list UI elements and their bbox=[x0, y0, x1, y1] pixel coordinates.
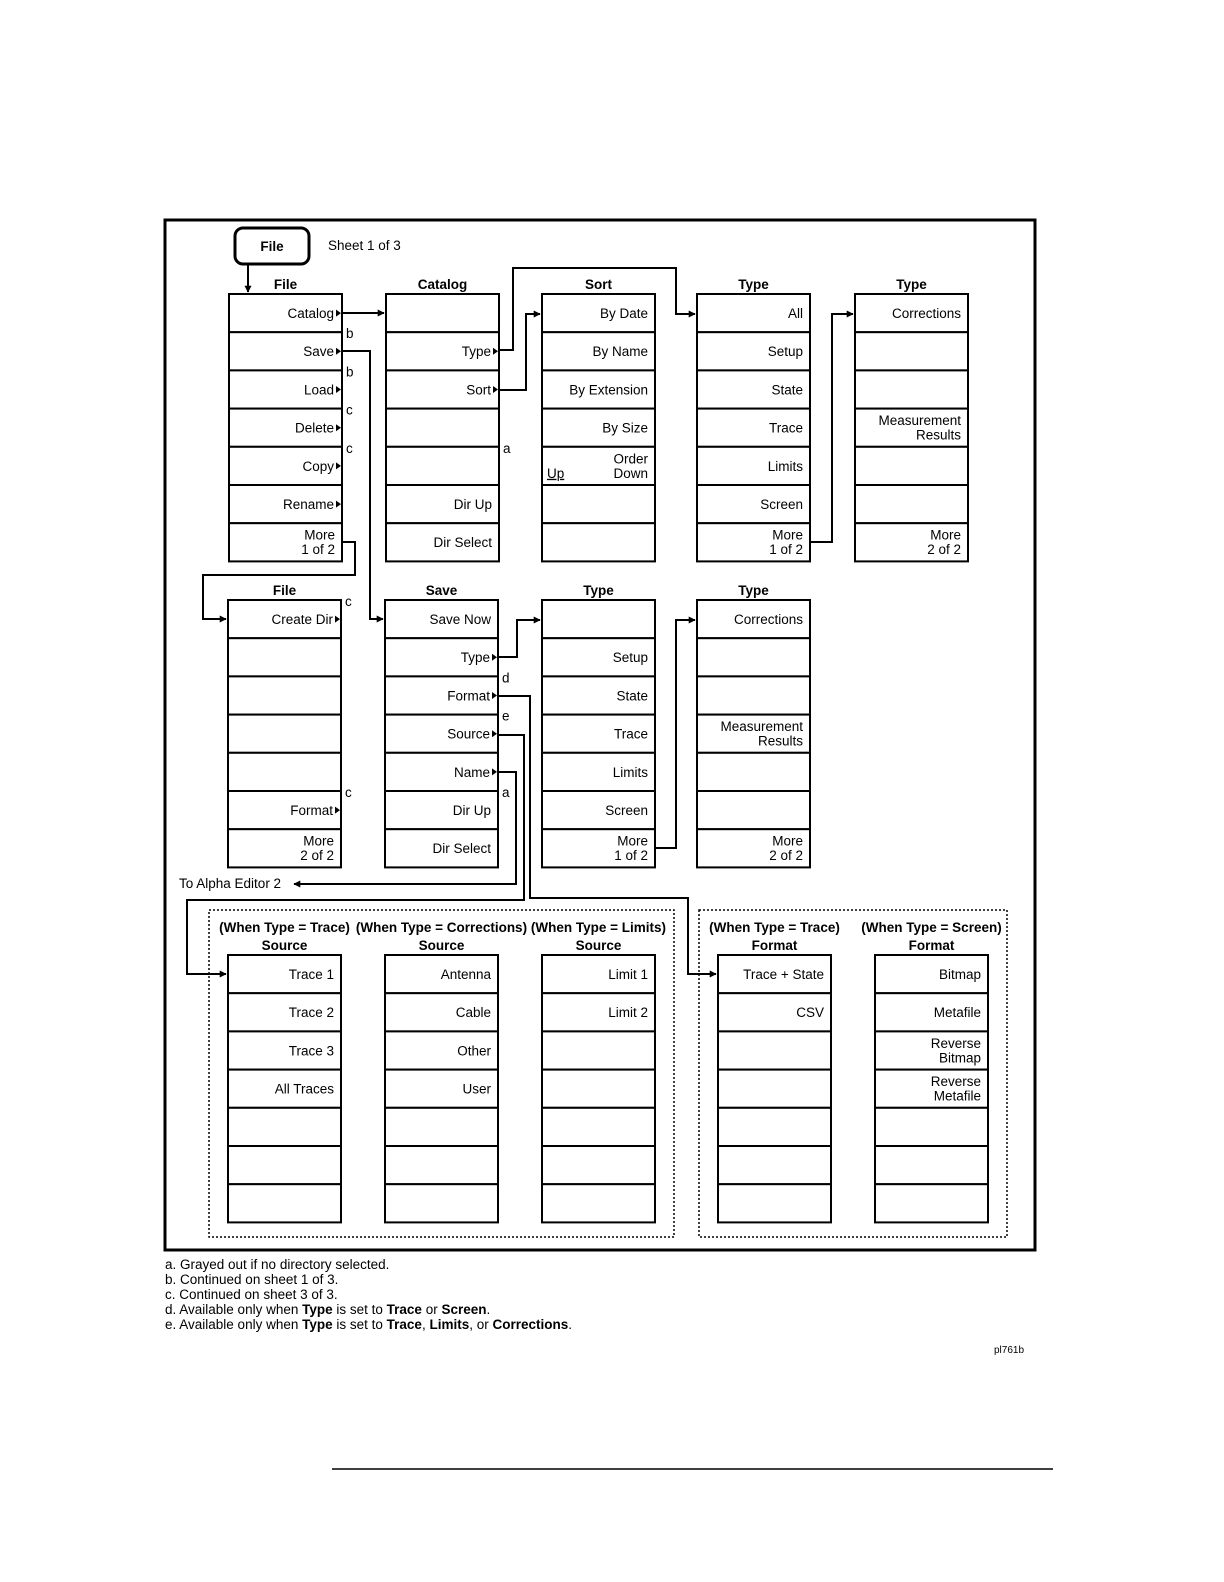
softkey bbox=[718, 1031, 831, 1069]
softkey bbox=[542, 676, 655, 714]
softkey bbox=[385, 1146, 498, 1184]
footnote-text: Trace bbox=[386, 1317, 422, 1332]
menu-header: Source bbox=[575, 938, 622, 953]
softkey-label-line2: 1 of 2 bbox=[301, 542, 335, 558]
footnote-text: Type bbox=[302, 1302, 333, 1317]
softkey-label-line2: Results bbox=[757, 733, 803, 749]
softkey bbox=[229, 447, 342, 485]
softkey bbox=[386, 294, 499, 332]
softkey bbox=[697, 523, 810, 561]
softkey-box bbox=[386, 409, 499, 447]
softkey-box bbox=[228, 676, 341, 714]
softkey bbox=[718, 993, 831, 1031]
menu-header: Catalog bbox=[417, 277, 468, 292]
softkey-box bbox=[697, 638, 810, 676]
softkey bbox=[875, 1108, 988, 1146]
softkey bbox=[542, 1108, 655, 1146]
footnotes bbox=[165, 1257, 865, 1332]
softkey-label: Type bbox=[460, 650, 490, 666]
footnote-text: or bbox=[421, 1302, 442, 1317]
softkey-box bbox=[718, 1108, 831, 1146]
footnote-marker: a bbox=[503, 440, 511, 456]
softkey bbox=[228, 1146, 341, 1184]
softkey-box bbox=[228, 715, 341, 753]
softkey bbox=[542, 332, 655, 370]
softkey-box bbox=[875, 1146, 988, 1184]
softkey bbox=[542, 1146, 655, 1184]
softkey-label: Trace + State bbox=[743, 967, 824, 982]
softkey bbox=[542, 1184, 655, 1222]
footnote-text: e. Available only when bbox=[165, 1317, 303, 1332]
softkey-label: User bbox=[462, 1081, 491, 1097]
softkey-box bbox=[542, 1070, 655, 1108]
softkey-label-line2: 2 of 2 bbox=[927, 542, 961, 558]
softkey bbox=[385, 955, 498, 993]
menu-header: Save bbox=[425, 583, 458, 598]
softkey bbox=[386, 370, 499, 408]
softkey-label: Trace bbox=[613, 726, 648, 742]
menu-file1 bbox=[229, 277, 342, 561]
softkey bbox=[385, 829, 498, 867]
menu-catalog bbox=[386, 277, 499, 561]
softkey-box bbox=[228, 753, 341, 791]
sheet-label: Sheet 1 of 3 bbox=[328, 238, 401, 253]
softkey bbox=[228, 753, 341, 791]
softkey-box bbox=[855, 332, 968, 370]
softkey bbox=[697, 600, 810, 638]
softkey-label-line2: Results bbox=[915, 427, 961, 443]
softkey bbox=[228, 1031, 341, 1069]
softkey-menus bbox=[219, 277, 1002, 1222]
softkey bbox=[385, 676, 498, 714]
softkey-label: Screen bbox=[760, 497, 803, 512]
footnote-text: is set to bbox=[332, 1302, 387, 1317]
softkey bbox=[697, 715, 810, 753]
softkey bbox=[542, 955, 655, 993]
softkey bbox=[855, 370, 968, 408]
softkey bbox=[386, 485, 499, 523]
softkey bbox=[697, 294, 810, 332]
softkey-label-line2: 1 of 2 bbox=[769, 542, 803, 558]
softkey bbox=[875, 955, 988, 993]
softkey bbox=[697, 332, 810, 370]
softkey bbox=[228, 1070, 341, 1108]
softkey bbox=[697, 829, 810, 867]
softkey bbox=[385, 1184, 498, 1222]
menu-header: File bbox=[272, 583, 297, 598]
softkey bbox=[542, 600, 655, 638]
save-type-connector bbox=[499, 620, 540, 657]
softkey-label: Limits bbox=[767, 458, 803, 474]
menu-type2 bbox=[855, 277, 968, 561]
footnote-text: Type bbox=[302, 1317, 333, 1332]
softkey-label: Corrections bbox=[733, 612, 803, 627]
softkey-box bbox=[542, 600, 655, 638]
menu-src_limits bbox=[531, 920, 666, 1222]
menu-type1 bbox=[697, 277, 810, 561]
softkey-box bbox=[718, 1146, 831, 1184]
softkey-label: Antenna bbox=[440, 967, 491, 982]
softkey bbox=[875, 1070, 988, 1108]
footnote bbox=[165, 1287, 865, 1302]
softkey bbox=[386, 523, 499, 561]
softkey-box bbox=[228, 638, 341, 676]
softkey-label-line2: 1 of 2 bbox=[614, 848, 648, 864]
softkey-label: Trace 1 bbox=[288, 967, 334, 982]
softkey-label: Limit 1 bbox=[608, 967, 648, 982]
footnote-text: c. Continued on sheet 3 of 3. bbox=[165, 1287, 338, 1302]
menu-header: Format bbox=[908, 938, 955, 953]
softkey bbox=[542, 294, 655, 332]
footnote-text: Corrections bbox=[492, 1317, 569, 1332]
softkey bbox=[229, 294, 342, 332]
softkey bbox=[697, 409, 810, 447]
footnote-marker: c bbox=[346, 402, 353, 418]
softkey bbox=[718, 1146, 831, 1184]
softkey-label-line2: 2 of 2 bbox=[300, 848, 334, 864]
softkey-box bbox=[697, 753, 810, 791]
softkey-label-line2: Down bbox=[613, 465, 648, 481]
menu-header: Source bbox=[418, 938, 465, 953]
softkey-label: Other bbox=[457, 1043, 491, 1059]
footnote-text: . bbox=[486, 1302, 491, 1317]
softkey bbox=[542, 791, 655, 829]
softkey-label: Load bbox=[303, 382, 334, 398]
menu-header: Type bbox=[896, 277, 927, 292]
softkey-label: Reverse bbox=[930, 1035, 981, 1051]
softkey bbox=[385, 753, 498, 791]
softkey bbox=[386, 447, 499, 485]
softkey-label: Dir Select bbox=[433, 535, 492, 551]
softkey bbox=[855, 523, 968, 561]
footnote-text: Trace bbox=[386, 1302, 422, 1317]
softkey-label: More bbox=[617, 833, 648, 849]
softkey-box bbox=[228, 1108, 341, 1146]
menu-condition: (When Type = Trace) bbox=[219, 920, 350, 935]
softkey-label: Catalog bbox=[287, 306, 334, 321]
softkey-box bbox=[542, 1146, 655, 1184]
softkey-box bbox=[718, 1031, 831, 1069]
softkey bbox=[697, 370, 810, 408]
softkey-label: By Extension bbox=[569, 382, 648, 398]
softkey bbox=[228, 638, 341, 676]
softkey-label: Trace 2 bbox=[288, 1005, 334, 1021]
softkey bbox=[385, 1031, 498, 1069]
softkey bbox=[385, 993, 498, 1031]
menu-file2 bbox=[228, 583, 341, 867]
sort-connector bbox=[499, 314, 540, 390]
softkey-label: State bbox=[771, 382, 803, 398]
softkey bbox=[875, 993, 988, 1031]
softkey-label: Cable bbox=[455, 1005, 491, 1021]
softkey bbox=[855, 332, 968, 370]
menu-header: File bbox=[273, 277, 298, 292]
save-more-connector bbox=[656, 620, 695, 848]
menu-src_trace bbox=[219, 920, 350, 1222]
menu-condition: (When Type = Trace) bbox=[709, 920, 840, 935]
softkey-label: More bbox=[303, 833, 334, 849]
menu-header: Type bbox=[738, 583, 769, 598]
softkey bbox=[228, 1108, 341, 1146]
alpha-editor-label: To Alpha Editor 2 bbox=[179, 876, 282, 891]
figure-id: pl761b bbox=[994, 1345, 1025, 1356]
softkey bbox=[542, 447, 655, 485]
softkey-label: Limit 2 bbox=[608, 1005, 648, 1021]
softkey-box bbox=[718, 1070, 831, 1108]
softkey bbox=[386, 332, 499, 370]
menu-condition: (When Type = Corrections) bbox=[355, 920, 528, 935]
softkey bbox=[697, 485, 810, 523]
softkey bbox=[228, 955, 341, 993]
softkey-label: More bbox=[304, 527, 335, 543]
softkey-label: Dir Select bbox=[432, 841, 491, 857]
softkey bbox=[542, 409, 655, 447]
softkey bbox=[229, 370, 342, 408]
softkey-label: Setup bbox=[612, 650, 648, 666]
menu-header: Source bbox=[261, 938, 308, 953]
menu-src_corr bbox=[356, 920, 527, 1222]
softkey bbox=[542, 370, 655, 408]
softkey-label: More bbox=[930, 527, 961, 543]
softkey bbox=[542, 753, 655, 791]
softkey bbox=[385, 715, 498, 753]
softkey-label: Save bbox=[303, 344, 334, 360]
softkey bbox=[228, 829, 341, 867]
softkey bbox=[228, 993, 341, 1031]
softkey-label: Measurement bbox=[720, 719, 803, 735]
softkey bbox=[697, 753, 810, 791]
softkey-box bbox=[875, 1108, 988, 1146]
softkey-option-label: Up bbox=[547, 465, 565, 481]
softkey-label: Limits bbox=[612, 764, 648, 780]
softkey-label: CSV bbox=[796, 1005, 824, 1021]
softkey-label: Measurement bbox=[878, 413, 961, 429]
menu-header: Type bbox=[583, 583, 614, 598]
footnote-text: d. Available only when bbox=[165, 1302, 303, 1317]
softkey bbox=[697, 676, 810, 714]
softkey-label: Save Now bbox=[429, 612, 491, 627]
softkey bbox=[855, 447, 968, 485]
softkey bbox=[542, 485, 655, 523]
softkey bbox=[386, 409, 499, 447]
softkey-box bbox=[385, 1108, 498, 1146]
softkey bbox=[228, 600, 341, 638]
softkey bbox=[875, 1184, 988, 1222]
softkey-label: Rename bbox=[282, 497, 334, 512]
softkey bbox=[718, 1070, 831, 1108]
menu-save bbox=[385, 583, 498, 867]
softkey-label: Metafile bbox=[933, 1005, 981, 1021]
softkey-label: Dir Up bbox=[452, 803, 491, 818]
softkey-box bbox=[697, 676, 810, 714]
softkey-label: Format bbox=[290, 803, 333, 818]
softkey-box bbox=[875, 1184, 988, 1222]
softkey bbox=[697, 447, 810, 485]
more-type-connector bbox=[811, 314, 853, 542]
softkey bbox=[855, 485, 968, 523]
footnote-marker: c bbox=[345, 594, 352, 609]
softkey bbox=[542, 1031, 655, 1069]
softkey bbox=[542, 993, 655, 1031]
softkey bbox=[385, 600, 498, 638]
softkey-label: Type bbox=[461, 344, 491, 360]
softkey-label: Copy bbox=[302, 458, 334, 474]
softkey-box bbox=[386, 294, 499, 332]
softkey-label: Delete bbox=[294, 420, 334, 436]
softkey-label: Trace 3 bbox=[288, 1043, 334, 1059]
softkey-label: Reverse bbox=[930, 1074, 981, 1090]
file-hardkey-label: File bbox=[260, 239, 284, 254]
footnote-text: , bbox=[421, 1317, 430, 1332]
softkey-box bbox=[855, 485, 968, 523]
footnote-text: , or bbox=[469, 1317, 493, 1332]
menu-sort bbox=[542, 277, 655, 561]
softkey-label: Sort bbox=[466, 382, 491, 398]
softkey-box bbox=[855, 370, 968, 408]
softkey bbox=[385, 1070, 498, 1108]
menu-header: Type bbox=[738, 277, 769, 292]
softkey bbox=[229, 332, 342, 370]
softkey bbox=[718, 955, 831, 993]
softkey-box bbox=[385, 1146, 498, 1184]
menu-condition: (When Type = Limits) bbox=[530, 920, 667, 935]
footnote-marker: b bbox=[346, 326, 354, 342]
menu-header: Format bbox=[751, 938, 798, 953]
softkey-box bbox=[228, 1184, 341, 1222]
softkey-label: State bbox=[616, 688, 648, 704]
softkey bbox=[542, 715, 655, 753]
softkey-label: Format bbox=[447, 688, 490, 704]
softkey bbox=[875, 1146, 988, 1184]
softkey-label: Order bbox=[613, 451, 648, 467]
menu-header: Sort bbox=[585, 277, 612, 292]
softkey-label: Corrections bbox=[891, 306, 961, 321]
footnote-text: Limits bbox=[429, 1317, 470, 1332]
footnote-marker: c bbox=[346, 440, 353, 456]
footnote-text: . bbox=[568, 1317, 573, 1332]
softkey-box bbox=[542, 1031, 655, 1069]
softkey-label: Create Dir bbox=[271, 612, 333, 627]
softkey-box bbox=[386, 447, 499, 485]
softkey-label: More bbox=[772, 833, 803, 849]
softkey-box bbox=[542, 1108, 655, 1146]
softkey-box bbox=[385, 1184, 498, 1222]
softkey-label: Setup bbox=[767, 344, 803, 360]
softkey bbox=[542, 829, 655, 867]
softkey-box bbox=[542, 1184, 655, 1222]
softkey bbox=[875, 1031, 988, 1069]
footnote-text: Screen bbox=[441, 1302, 487, 1317]
softkey-box bbox=[542, 523, 655, 561]
softkey bbox=[229, 523, 342, 561]
softkey-label: All Traces bbox=[274, 1081, 334, 1097]
softkey-label: By Name bbox=[592, 344, 648, 360]
softkey bbox=[697, 638, 810, 676]
save-connector bbox=[342, 351, 383, 619]
footnote-text: is set to bbox=[332, 1317, 387, 1332]
softkey-label: Source bbox=[447, 726, 490, 742]
menu-fmt_screen bbox=[861, 920, 1001, 1222]
softkey bbox=[228, 676, 341, 714]
softkey bbox=[229, 409, 342, 447]
footnote bbox=[165, 1317, 865, 1332]
footnote-marker: e bbox=[502, 708, 510, 724]
footnote-text: b. Continued on sheet 1 of 3. bbox=[165, 1272, 339, 1287]
softkey bbox=[697, 791, 810, 829]
footnote-text: a. Grayed out if no directory selected. bbox=[165, 1257, 390, 1272]
softkey-label-line2: 2 of 2 bbox=[769, 848, 803, 864]
menu-type4 bbox=[697, 583, 810, 867]
softkey-label: All bbox=[787, 306, 803, 321]
softkey-label-line2: Metafile bbox=[933, 1088, 981, 1104]
softkey-box bbox=[697, 791, 810, 829]
menu-fmt_trace bbox=[709, 920, 840, 1222]
softkey-box bbox=[718, 1184, 831, 1222]
footnote bbox=[165, 1257, 865, 1272]
footnote bbox=[165, 1272, 865, 1287]
softkey bbox=[228, 791, 341, 829]
softkey bbox=[385, 791, 498, 829]
footnote bbox=[165, 1302, 865, 1317]
softkey bbox=[542, 1070, 655, 1108]
softkey bbox=[855, 294, 968, 332]
softkey bbox=[228, 715, 341, 753]
footnote-marker: d bbox=[502, 670, 510, 686]
softkey-label: Bitmap bbox=[938, 967, 981, 982]
softkey bbox=[718, 1108, 831, 1146]
footnote-marker: b bbox=[346, 364, 354, 380]
softkey-box bbox=[228, 1146, 341, 1184]
menu-condition: (When Type = Screen) bbox=[861, 920, 1002, 935]
softkey-box bbox=[855, 447, 968, 485]
softkey bbox=[385, 638, 498, 676]
softkey-label: Dir Up bbox=[453, 497, 492, 512]
softkey bbox=[542, 638, 655, 676]
softkey bbox=[718, 1184, 831, 1222]
softkey-label: More bbox=[772, 527, 803, 543]
softkey-label: Screen bbox=[605, 803, 648, 818]
softkey-label: By Size bbox=[602, 420, 648, 436]
softkey-label-line2: Bitmap bbox=[938, 1050, 981, 1066]
softkey-box bbox=[542, 485, 655, 523]
softkey-label: Trace bbox=[768, 420, 803, 436]
softkey-label: Name bbox=[453, 764, 490, 780]
softkey bbox=[542, 523, 655, 561]
softkey bbox=[229, 485, 342, 523]
menu-type3 bbox=[542, 583, 655, 867]
softkey-label: By Date bbox=[599, 306, 648, 321]
softkey bbox=[385, 1108, 498, 1146]
softkey bbox=[855, 409, 968, 447]
footnote-marker: c bbox=[345, 785, 352, 800]
softkey bbox=[228, 1184, 341, 1222]
footnote-marker: a bbox=[502, 785, 510, 800]
